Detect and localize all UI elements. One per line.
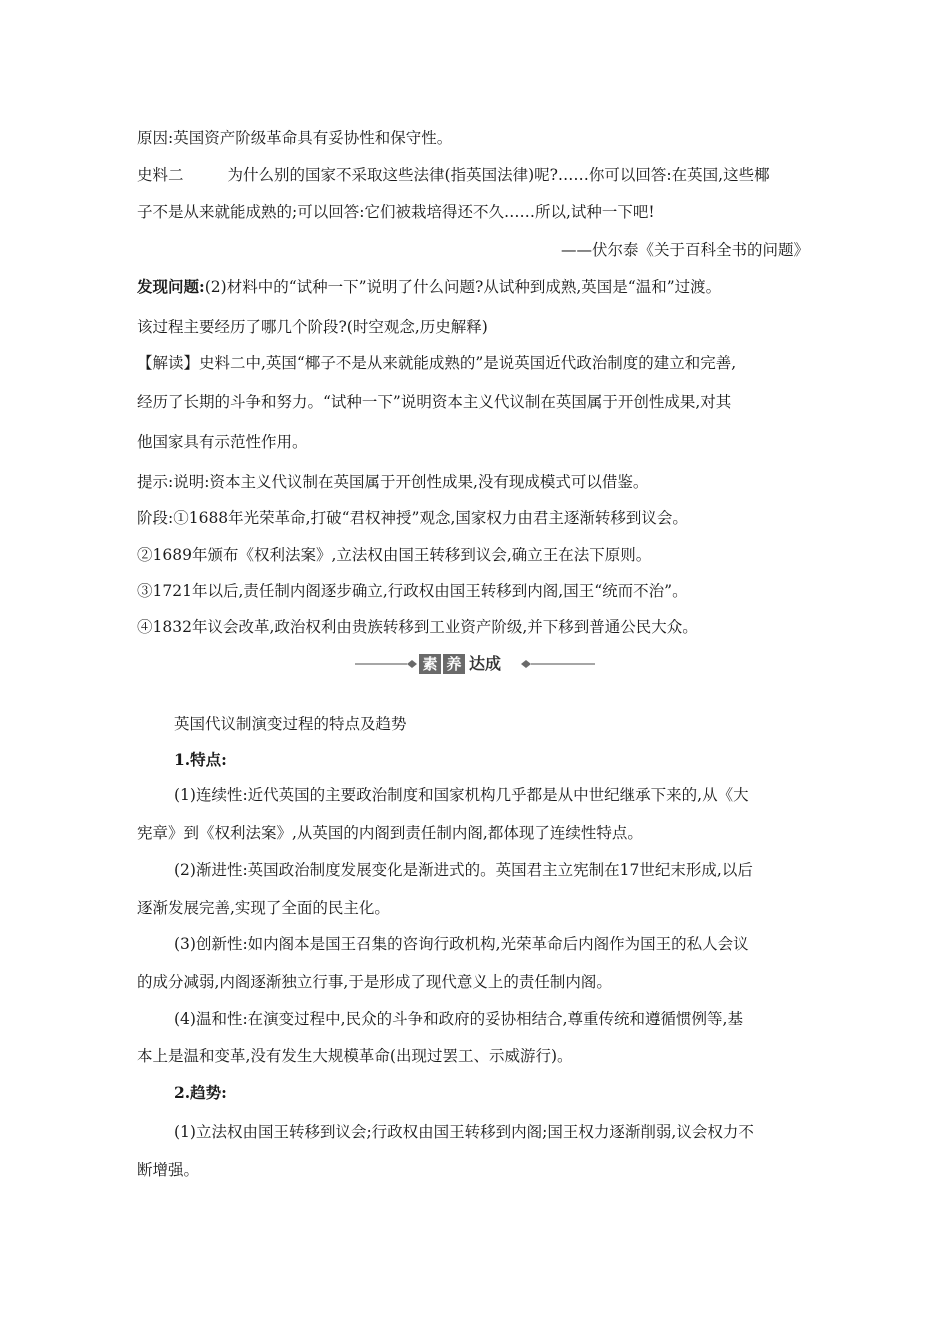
- material-line-1: [137, 165, 817, 185]
- feature-2-line-2: 逐渐发展完善,实现了全面的民主化。: [137, 899, 390, 917]
- material-text-1: 为什么别的国家不采取这些法律(指英国法律)呢?……你可以回答:在英国,这些椰: [227, 166, 770, 184]
- feature-3-line-1: (3)创新性:如内阁本是国王召集的咨询行政机构,光荣革命后内阁作为国王的私人会议: [174, 935, 749, 953]
- feature-1-line-2: 宪章》到《权利法案》,从英国的内阁到责任制内阁,都体现了连续性特点。: [137, 824, 643, 842]
- trend-1-line-2: 断增强。: [137, 1161, 200, 1179]
- material-source: ——伏尔泰《关于百科全书的问题》: [560, 241, 809, 259]
- interpretation-line-1: 【解读】史料二中,英国“椰子不是从来就能成熟的”是说英国近代政治制度的建立和完善,: [137, 354, 737, 372]
- stage-line-1: 阶段:①1688年光荣革命,打破“君权神授”观念,国家权力由君主逐渐转移到议会。: [137, 509, 688, 527]
- trend-1-line-1: (1)立法权由国王转移到议会;行政权由国王转移到内阁;国王权力逐渐削弱,议会权力不: [174, 1123, 754, 1141]
- interpretation-line-2: 经历了长期的斗争和努力。“试种一下”说明资本主义代议制在英国属于开创性成果,对其: [137, 393, 732, 411]
- hint-line: 提示:说明:资本主义代议制在英国属于开创性成果,没有现成模式可以借鉴。: [137, 473, 649, 491]
- question-text-1: (2)材料中的“试种一下”说明了什么问题?从试种到成熟,英国是“温和”过渡。: [204, 278, 722, 296]
- banner-char-2: 养: [446, 655, 462, 673]
- stage-line-3: ③1721年以后,责任制内阁逐步确立,行政权由国王转移到内阁,国王“统而不治”。: [137, 582, 688, 600]
- stage-line-4: ④1832年议会改革,政治权利由贵族转移到工业资产阶级,并下移到普通公民大众。: [137, 618, 698, 636]
- interpretation-line-3: 他国家具有示范性作用。: [137, 433, 308, 451]
- feature-1-line-1: (1)连续性:近代英国的主要政治制度和国家机构几乎都是从中世纪继承下来的,从《大: [174, 786, 749, 804]
- question-line-1: [137, 277, 817, 297]
- banner-char-1: 素: [422, 655, 438, 673]
- section-banner: [355, 650, 595, 678]
- banner-rest: 达成: [469, 654, 502, 673]
- section-title: 英国代议制演变过程的特点及趋势: [174, 715, 407, 733]
- banner-left-diamond: [407, 660, 417, 668]
- heading-trends: 2.趋势:: [174, 1083, 227, 1102]
- feature-3-line-2: 的成分减弱,内阁逐渐独立行事,于是形成了现代意义上的责任制内阁。: [137, 973, 612, 991]
- banner-graphic: [355, 650, 595, 678]
- reason-line: 原因:英国资产阶级革命具有妥协性和保守性。: [137, 129, 453, 147]
- feature-4-line-2: 本上是温和变革,没有发生大规模革命(出现过罢工、示威游行)。: [137, 1047, 573, 1065]
- question-label: 发现问题:: [137, 277, 205, 296]
- material-line-2: 子不是从来就能成熟的;可以回答:它们被栽培得还不久……所以,试种一下吧!: [137, 203, 655, 221]
- heading-features: 1.特点:: [174, 750, 227, 769]
- question-line-2: 该过程主要经历了哪几个阶段?(时空观念,历史解释): [137, 318, 488, 336]
- feature-2-line-1: (2)渐进性:英国政治制度发展变化是渐进式的。英国君主立宪制在17世纪末形成,以后: [174, 861, 753, 879]
- feature-4-line-1: (4)温和性:在演变过程中,民众的斗争和政府的妥协相结合,尊重传统和遵循惯例等,基: [174, 1010, 743, 1028]
- banner-right-diamond: [521, 660, 531, 668]
- material-label: 史料二: [137, 166, 184, 184]
- stage-line-2: ②1689年颁布《权利法案》,立法权由国王转移到议会,确立王在法下原则。: [137, 546, 652, 564]
